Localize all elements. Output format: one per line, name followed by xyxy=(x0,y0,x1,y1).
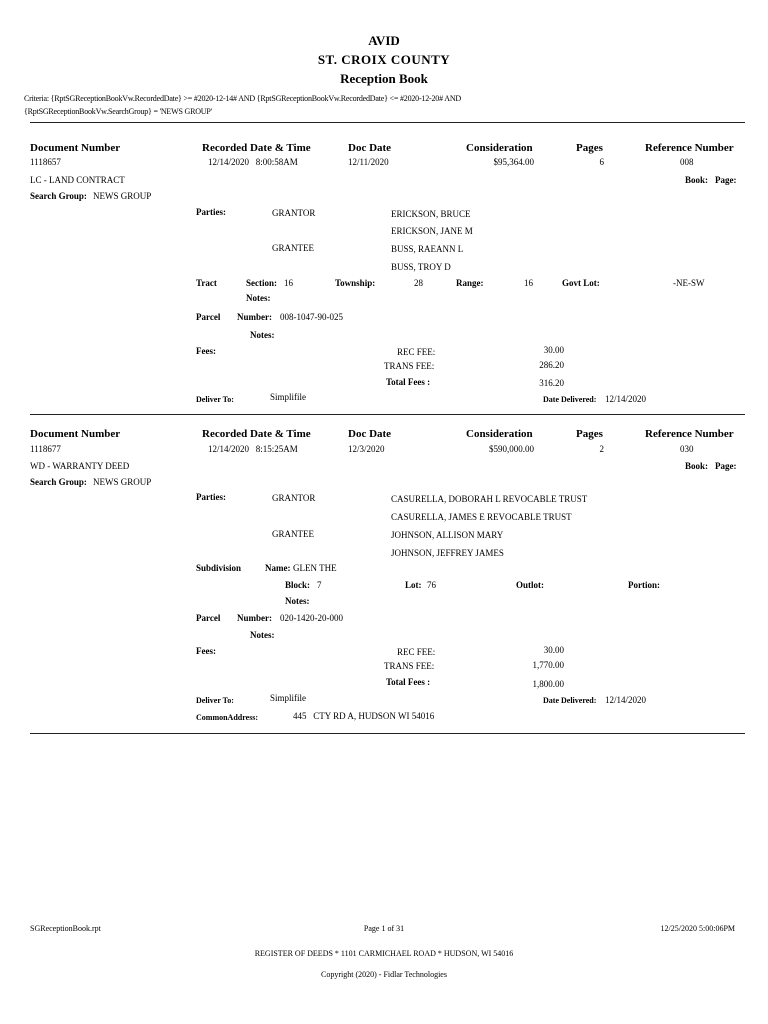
recorded-datetime: 12/14/2020 8:15:25AM xyxy=(208,444,298,454)
subdivision-label: Subdivision xyxy=(196,563,242,573)
deliver-to-value: Simplifile xyxy=(270,392,306,402)
grantee-name: JOHNSON, JEFFREY JAMES xyxy=(391,548,504,558)
subdivision-name: GLEN THE xyxy=(293,563,337,573)
rec-fee-value: 30.00 xyxy=(543,645,564,655)
township-label: Township: xyxy=(335,278,376,288)
trans-fee-value: 1,770.00 xyxy=(532,660,564,670)
search-group-value: NEWS GROUP xyxy=(93,191,152,201)
criteria-line-1: Criteria: {RptSGReceptionBookVw.RecordedDate} >= #2020-12-14# AND {RptSGReceptionBookVw.RecordedDate} <= #2020-12-20# AND xyxy=(24,94,461,103)
grantee-name: BUSS, RAEANN L xyxy=(391,244,464,254)
pages-value: 6 xyxy=(599,157,604,167)
document-number-label: Document Number xyxy=(30,428,121,440)
footer-address: REGISTER OF DEEDS * 1101 CARMICHAEL ROAD * HUDSON, WI 54016 xyxy=(254,949,514,958)
grantor-name: CASURELLA, DOBORAH L REVOCABLE TRUST xyxy=(391,494,588,504)
page-label: Page: xyxy=(715,461,737,471)
trans-fee-value: 286.20 xyxy=(539,360,564,370)
doc-type: WD - WARRANTY DEED xyxy=(30,461,130,471)
govt-lot-label: Govt Lot: xyxy=(562,278,600,288)
grantor-name: ERICKSON, JANE M xyxy=(391,226,473,236)
pages-label: Pages xyxy=(576,428,603,440)
grantor-label: GRANTOR xyxy=(272,208,316,218)
block-value: 7 xyxy=(317,580,322,590)
document-number-label: Document Number xyxy=(30,142,121,154)
total-fees-label: Total Fees : xyxy=(386,677,431,687)
total-fees-value: 316.20 xyxy=(539,378,564,388)
parcel-number: 020-1420-20-000 xyxy=(280,613,343,623)
grantor-name: CASURELLA, JAMES E REVOCABLE TRUST xyxy=(391,512,572,522)
outlot-label: Outlot: xyxy=(516,580,544,590)
doc-date-label: Doc Date xyxy=(348,428,392,440)
page-info: Page 1 of 31 xyxy=(363,924,405,933)
pages-label: Pages xyxy=(576,142,603,154)
search-group-label: Search Group: xyxy=(30,191,87,201)
record-divider xyxy=(30,733,745,734)
recorded-label: Recorded Date & Time xyxy=(202,428,311,440)
range-value: 16 xyxy=(524,278,533,288)
total-fees-label: Total Fees : xyxy=(386,377,431,387)
consideration-value: $95,364.00 xyxy=(493,157,534,167)
fees-label: Fees: xyxy=(196,346,216,356)
common-address-label: CommonAddress: xyxy=(196,713,259,722)
criteria-line-2: {RptSGReceptionBookVw.SearchGroup} = 'NEWS GROUP' xyxy=(24,107,212,116)
rec-fee-label: REC FEE: xyxy=(397,347,436,357)
doc-date: 12/11/2020 xyxy=(348,157,389,167)
consideration-value: $590,000.00 xyxy=(489,444,534,454)
parties-label: Parties: xyxy=(196,492,226,502)
portion-label: Portion: xyxy=(628,580,660,590)
reference-number-label: Reference Number xyxy=(645,428,734,440)
date-delivered-label: Date Delivered: xyxy=(543,696,597,705)
grantee-label: GRANTEE xyxy=(272,529,314,539)
report-file-name: SGReceptionBook.rpt xyxy=(30,924,101,933)
deliver-to-value: Simplifile xyxy=(270,693,306,703)
reference-value: 030 xyxy=(680,444,694,454)
parcel-label: Parcel xyxy=(196,312,221,322)
deliver-to-label: Deliver To: xyxy=(196,395,234,404)
grantee-name: BUSS, TROY D xyxy=(391,262,451,272)
reference-number-label: Reference Number xyxy=(645,142,734,154)
grantee-name: JOHNSON, ALLISON MARY xyxy=(391,530,504,540)
trans-fee-label: TRANS FEE: xyxy=(384,361,435,371)
book-label: Book: xyxy=(685,175,709,185)
fees-label: Fees: xyxy=(196,646,216,656)
consideration-label: Consideration xyxy=(466,428,533,440)
doc-date-label: Doc Date xyxy=(348,142,392,154)
parties-label: Parties: xyxy=(196,207,226,217)
reference-value: 008 xyxy=(680,157,694,167)
block-label: Block: xyxy=(285,580,311,590)
range-label: Range: xyxy=(456,278,484,288)
township-value: 28 xyxy=(414,278,423,288)
pages-value: 2 xyxy=(599,444,604,454)
recorded-label: Recorded Date & Time xyxy=(202,142,311,154)
notes-label: Notes: xyxy=(246,293,271,303)
parcel-label: Parcel xyxy=(196,613,221,623)
grantee-label: GRANTEE xyxy=(272,243,314,253)
header-divider xyxy=(30,122,745,123)
date-delivered-label: Date Delivered: xyxy=(543,395,597,404)
report-title: AVID xyxy=(368,33,400,48)
grantor-label: GRANTOR xyxy=(272,493,316,503)
parcel-number-label: Number: xyxy=(237,312,272,322)
record-divider xyxy=(30,414,745,415)
tract-label: Tract xyxy=(196,278,217,288)
section-value: 16 xyxy=(284,278,293,288)
grantor-name: ERICKSON, BRUCE xyxy=(391,209,471,219)
document-number: 1118657 xyxy=(30,157,61,167)
notes-label: Notes: xyxy=(250,330,275,340)
search-group-label: Search Group: xyxy=(30,477,87,487)
parcel-number: 008-1047-90-025 xyxy=(280,312,343,322)
page-label: Page: xyxy=(715,175,737,185)
doc-type: LC - LAND CONTRACT xyxy=(30,175,125,185)
date-delivered-value: 12/14/2020 xyxy=(605,394,647,404)
section-label: Section: xyxy=(246,278,277,288)
printed-datetime: 12/25/2020 5:00:06PM xyxy=(660,924,735,933)
total-fees-value: 1,800.00 xyxy=(532,679,564,689)
lot-label: Lot: xyxy=(405,580,422,590)
search-group-value: NEWS GROUP xyxy=(93,477,152,487)
govt-lot-value: -NE-SW xyxy=(673,278,705,288)
document-number: 1118677 xyxy=(30,444,61,454)
copyright: Copyright (2020) - Fidlar Technologies xyxy=(321,970,447,979)
subdivision-name-label: Name: xyxy=(265,563,291,573)
lot-value: 76 xyxy=(427,580,436,590)
recorded-datetime: 12/14/2020 8:00:58AM xyxy=(208,157,298,167)
deliver-to-label: Deliver To: xyxy=(196,696,234,705)
rec-fee-value: 30.00 xyxy=(543,345,564,355)
consideration-label: Consideration xyxy=(466,142,533,154)
trans-fee-label: TRANS FEE: xyxy=(384,661,435,671)
rec-fee-label: REC FEE: xyxy=(397,647,436,657)
parcel-number-label: Number: xyxy=(237,613,272,623)
county-name: ST. CROIX COUNTY xyxy=(317,52,451,67)
report-subtitle: Reception Book xyxy=(340,71,428,86)
date-delivered-value: 12/14/2020 xyxy=(605,695,647,705)
doc-date: 12/3/2020 xyxy=(348,444,385,454)
book-label: Book: xyxy=(685,461,709,471)
notes-label: Notes: xyxy=(285,596,310,606)
notes-label: Notes: xyxy=(250,630,275,640)
common-address-value: 445 CTY RD A, HUDSON WI 54016 xyxy=(293,711,435,721)
